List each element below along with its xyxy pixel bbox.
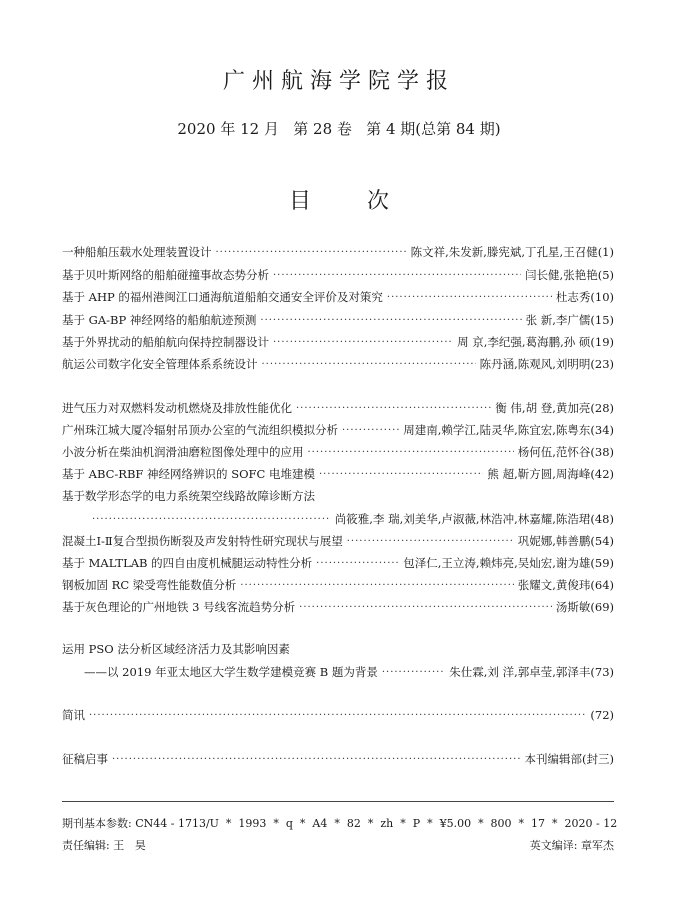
toc-entry[interactable] [62,419,614,441]
article-authors: 杨何伍,范怀谷(38) [517,445,614,459]
article-authors: 张耀文,黄俊玮(64) [517,578,614,592]
toc-entry[interactable] [62,463,614,485]
toc-entry-continuation[interactable] [84,661,614,683]
article-title: 小波分析在柴油机润滑油磨粒图像处理中的应用 [62,445,304,459]
responsible-editor: 责任编辑: 王 昊 [62,839,146,852]
dot-leader [240,580,513,591]
article-authors: 巩妮娜,韩善鹏(54) [517,534,614,548]
article-title: 航运公司数字化安全管理体系系统设计 [62,357,258,371]
english-editor: 英文编译: 章军杰 [529,839,614,852]
dot-leader [273,270,521,281]
article-title: 混凝土Ⅰ-Ⅱ复合型损伤断裂及声发射特性研究现状与展望 [62,534,343,548]
toc-entry[interactable] [62,353,614,375]
article-title: 钢板加固 RC 梁受弯性能数值分析 [62,578,237,592]
dot-leader [319,469,483,480]
article-authors: 包泽仁,王立涛,赖炜亮,吴灿宏,谢为雄(59) [403,556,614,570]
toc-entry-title-line[interactable] [62,638,290,660]
dot-leader [387,292,552,303]
toc-entry[interactable] [62,309,614,331]
journal-params [62,813,618,833]
toc-entry-brief[interactable] [62,704,614,726]
dot-leader [112,754,521,765]
dot-leader [262,359,476,370]
article-authors: 衡 伟,胡 登,黄加亮(28) [495,401,614,415]
toc-entry[interactable] [62,596,614,618]
toc-entry-title-line[interactable] [62,485,315,507]
toc-entry[interactable] [62,286,614,308]
article-title: 基于 MALTLAB 的四自由度机械腿运动特性分析 [62,556,313,570]
journal-params-text: 期刊基本参数: CN44 - 1713/U * 1993 * q * A4 * 82 * zh * P * ¥5.00 * 800 * 17 * 2020 - 12 [62,817,618,830]
footer-divider [62,801,614,802]
dot-leader [273,337,453,348]
journal-title: 广州航海学院学报 [222,69,455,94]
section-title: 简讯 [62,708,85,722]
toc-entry[interactable] [62,397,614,419]
page-reference: 本刊编辑部(封三) [524,752,614,766]
toc-entry[interactable] [62,441,614,463]
section-title: 征稿启事 [62,752,108,766]
article-title: 广州珠江城大厦冷辐射吊顶办公室的气流组织模拟分析 [62,423,338,437]
dot-leader [92,514,331,525]
issue-line: 2020 年 12 月 第 28 卷 第 4 期(总第 84 期) [177,120,501,138]
toc-entry-continuation[interactable] [92,508,614,530]
toc-heading: 目 次 [289,189,389,214]
toc-entry[interactable] [62,264,614,286]
article-authors: 熊 超,靳方圆,周海峰(42) [487,467,614,481]
article-title: 一种船舶压载水处理装置设计 [62,245,212,259]
editor-line [62,835,614,855]
toc-entry[interactable] [62,241,614,263]
dot-leader [342,425,399,436]
article-title: 基于贝叶斯网络的船舶碰撞事故态势分析 [62,268,269,282]
article-title: 进气压力对双燃料发动机燃烧及排放性能优化 [62,401,292,415]
article-authors: 陈丹涵,陈观风,刘明明(23) [479,357,614,371]
article-title: 运用 PSO 法分析区域经济活力及其影响因素 [62,642,290,656]
toc-entry-notice[interactable] [62,748,614,770]
dot-leader [382,667,445,678]
article-authors: 闫长健,张艳艳(5) [525,268,614,282]
dot-leader [260,315,521,326]
dot-leader [216,247,407,258]
toc-entry[interactable] [62,552,614,574]
article-authors: 尚筱雅,李 瑞,刘美华,卢淑薇,林浩冲,林嘉耀,陈浩珺(48) [334,512,614,526]
article-authors: 朱仕霖,刘 洋,郭卓莹,郭泽丰(73) [449,665,614,679]
toc-entry[interactable] [62,530,614,552]
article-title: 基于 AHP 的福州港闽江口通海航道船舶交通安全评价及对策究 [62,290,383,304]
article-title: 基于数学形态学的电力系统架空线路故障诊断方法 [62,489,315,503]
article-authors: 陈文祥,朱发新,滕宪斌,丁孔星,王召健(1) [410,245,614,259]
dot-leader [308,447,514,458]
toc-entry[interactable] [62,331,614,353]
article-authors: 汤斯敏(69) [555,600,614,614]
article-authors: 张 新,李广儒(15) [525,313,614,327]
dot-leader [299,602,552,613]
article-authors: 周建南,赖学江,陆灵华,陈宜宏,陈粤东(34) [403,423,614,437]
article-authors: 周 京,李纪强,葛海鹏,孙 硕(19) [457,335,614,349]
article-title: 基于外界扰动的船舶航向保持控制器设计 [62,335,269,349]
dot-leader [347,536,514,547]
dot-leader [296,403,491,414]
dot-leader [316,558,399,569]
page-reference: (72) [590,708,614,722]
article-title: 基于灰色理论的广州地铁 3 号线客流趋势分析 [62,600,296,614]
dot-leader [89,710,586,721]
article-subtitle: ——以 2019 年亚太地区大学生数学建模竞赛 B 题为背景 [84,665,378,679]
toc-entry[interactable] [62,574,614,596]
article-title: 基于 ABC-RBF 神经网络辨识的 SOFC 电堆建模 [62,467,315,481]
article-authors: 杜志秀(10) [555,290,614,304]
article-title: 基于 GA-BP 神经网络的船舶航迹预测 [62,313,257,327]
